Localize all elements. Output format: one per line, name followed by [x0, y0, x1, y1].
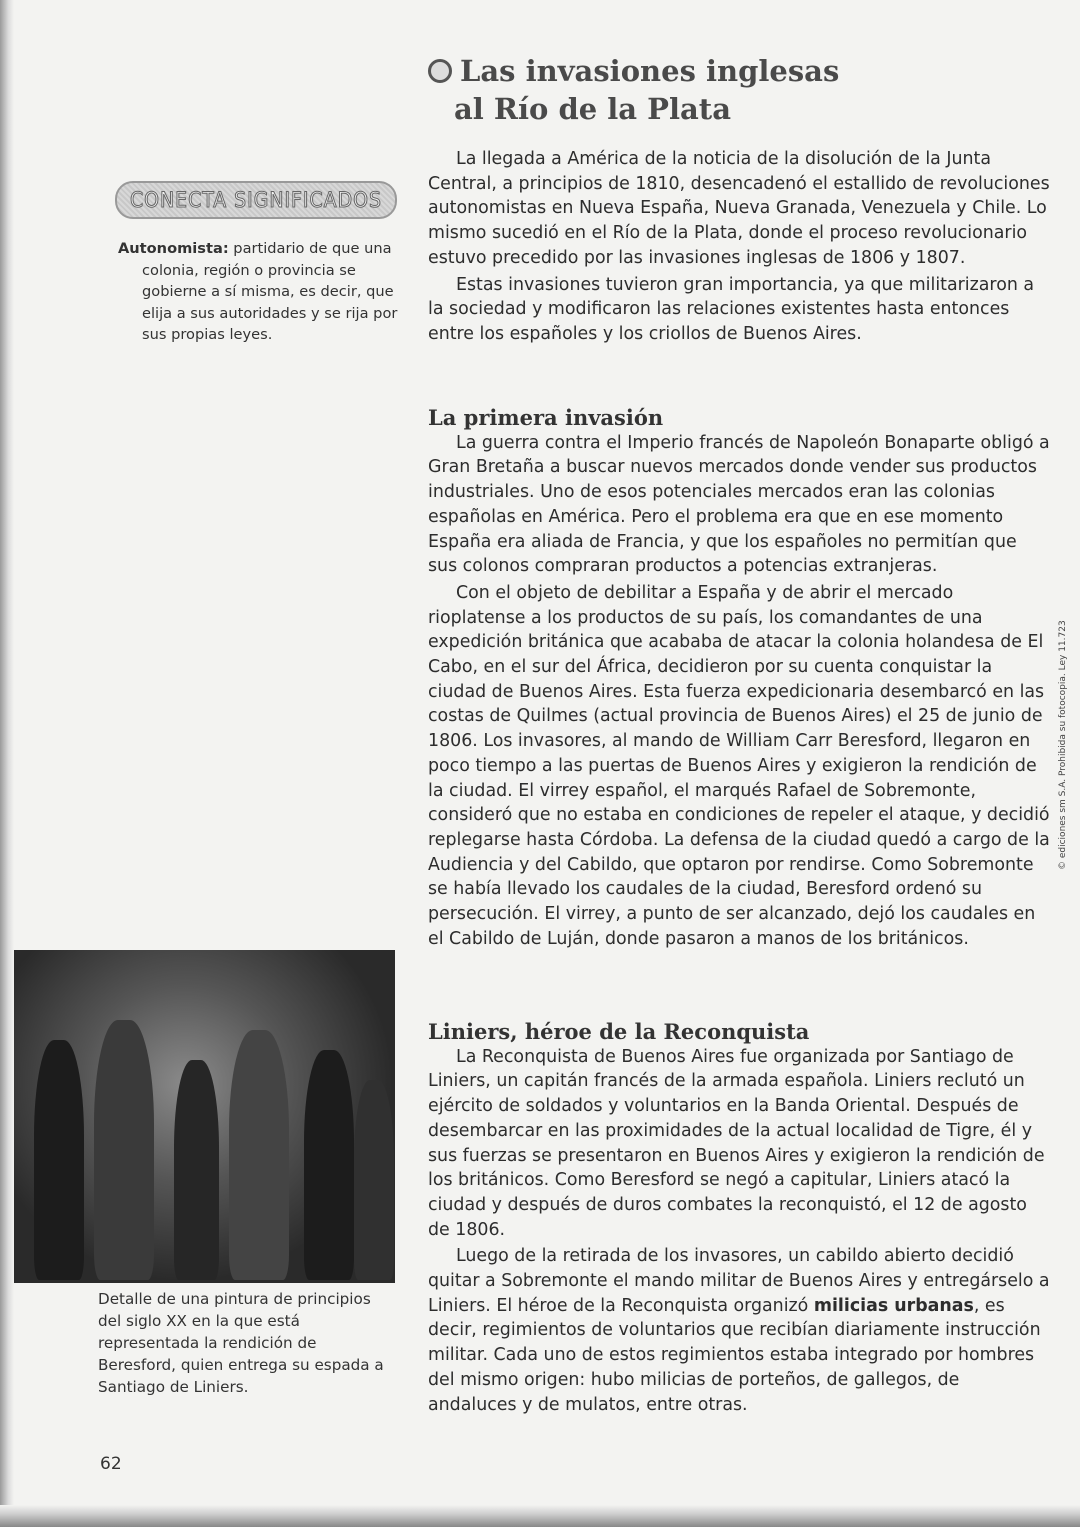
- text: , es decir, regimientos de voluntarios que recibían diariamente instrucción militar. Cada uno de estos regimientos estaba integrado por hombres del mismo origen: hubo milicias de porteños, de gallegos, de andaluces y de mulatos, entre otras.: [428, 1295, 1041, 1415]
- intro-text: [428, 147, 1050, 349]
- paragraph: La llegada a América de la noticia de la disolución de la Junta Central, a principios de 1810, desencadenó el estallido de revoluciones autonomistas en Nueva España, Nueva Granada, Venezuela y Chile. Lo mismo sucedió en el Río de la Plata, donde el proceso revolucionario estuvo precedido por las invasiones inglesas de 1806 y 1807.: [428, 149, 1050, 268]
- glossary-definition: [118, 238, 422, 346]
- paragraph: La guerra contra el Imperio francés de Napoleón Bonaparte obligó a Gran Bretaña a buscar nuevos mercados donde vender sus productos industriales. Uno de esos potenciales mercados eran las colonias españolas en América. Pero el problema era que en ese momento España era aliada de Francia, y que los españoles no permitían que sus colonos compraran productos a potencias extranjeras.: [428, 432, 1050, 577]
- page-bottom-edge: [0, 1505, 1080, 1527]
- text: Luego de la retirada de los invasores, un cabildo abierto decidió quitar a Sobremonte el mando militar de Buenos Aires y entregárselo a Liniers. El héroe de la Reconquista organizó: [428, 1246, 1050, 1316]
- section-primera-invasion: [428, 406, 1050, 953]
- glossary-text: partidario de que una colonia, región o provincia se gobierne a sí misma, es decir, que elija a sus autoridades y se rija por sus propias leyes.: [142, 240, 398, 344]
- page-title: [428, 52, 839, 128]
- bullet-circle-icon: [428, 59, 452, 83]
- conecta-significados-banner: CONECTA SIGNIFICADOS: [115, 181, 397, 219]
- section-heading: Liniers, héroe de la Reconquista: [428, 1019, 810, 1044]
- paragraph: Estas invasiones tuvieron gran importancia, ya que militarizaron a la sociedad y modificaron las relaciones existentes hasta entonces entre los españoles y los criollos de Buenos Aires.: [428, 274, 1035, 344]
- painting-rendicion-beresford: [14, 950, 395, 1283]
- page-edge-shadow: [0, 0, 14, 1527]
- page-number: 62: [100, 1454, 122, 1474]
- paragraph: [428, 1244, 1050, 1417]
- bold-term: milicias urbanas: [813, 1295, 974, 1316]
- copyright-notice: © ediciones sm S.A. Prohibida su fotocopia. Ley 11.723: [1058, 620, 1068, 870]
- paragraph: La Reconquista de Buenos Aires fue organizada por Santiago de Liniers, un capitán francés de la armada española. Liniers reclutó un ejército de soldados y voluntarios en la Banda Oriental. Después de desembarcar en las proximidades de la actual localidad de Tigre, él y sus fuerzas se presentaron en Buenos Aires y exigieron la rendición de los británicos. Como Beresford se negó a capitular, Liniers atacó la ciudad y después de duros combates la reconquistó, el 12 de agosto de 1806.: [428, 1046, 1045, 1240]
- title-line-1: Las invasiones inglesas: [460, 54, 840, 88]
- image-caption: Detalle de una pintura de principios del siglo XX en la que está representada la rendición de Beresford, quien entrega su espada a Santiago de Liniers.: [98, 1290, 384, 1396]
- title-line-2: al Río de la Plata: [454, 92, 731, 126]
- paragraph: Con el objeto de debilitar a España y de abrir el mercado rioplatense a los productos de su país, los comandantes de una expedición británica que acababa de atacar la colonia holandesa de El Cabo, en el sur del África, decidieron por su cuenta conquistar la ciudad de Buenos Aires. Esta fuerza expedicionaria desembarcó en las costas de Quilmes (actual provincia de Buenos Aires) el 25 de junio de 1806. Los invasores, al mando de William Carr Beresford, llegaron en poco tiempo a las puertas de Buenos Aires y exigieron la rendición de la ciudad. El virrey español, el marqués Rafael de Sobremonte, consideró que no estaba en condiciones de repeler el ataque, y decidió replegarse hasta Córdoba. La defensa de la ciudad quedó a cargo de la Audiencia y del Cabildo, que optaron por rendirse. Como Sobremonte se había llevado los caudales de la ciudad, Beresford ordenó su persecución. El virrey, a punto de ser alcanzado, dejó los caudales en el Cabildo de Luján, donde pasaron a manos de los británicos.: [428, 582, 1050, 949]
- section-heading: La primera invasión: [428, 405, 664, 430]
- glossary-term: Autonomista:: [118, 240, 229, 257]
- section-liniers: [428, 1020, 1050, 1419]
